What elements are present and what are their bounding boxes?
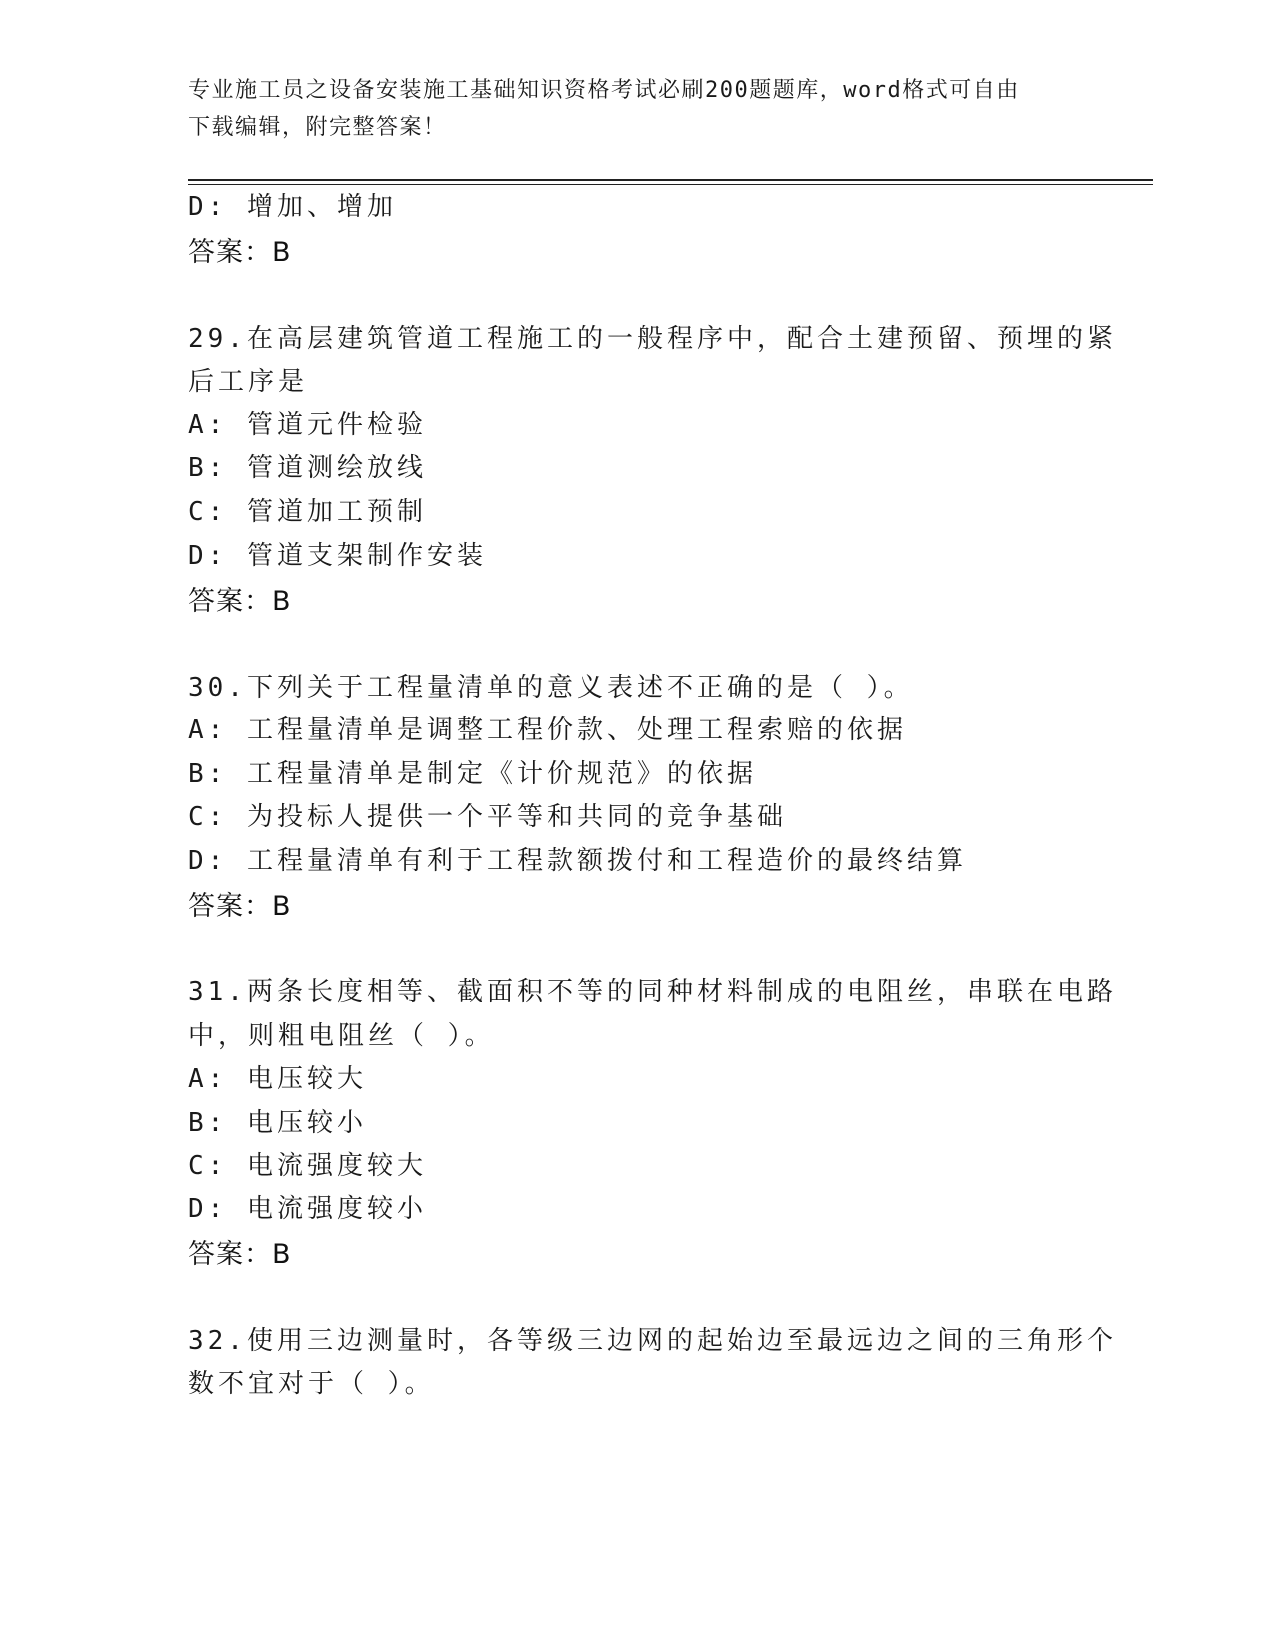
q31-answer: 答案：B (188, 1239, 292, 1270)
q28-answer: 答案：B (188, 237, 292, 268)
q29-option-c: C: 管道加工预制 (188, 497, 427, 527)
header-divider-thick (188, 179, 1153, 181)
header-divider-thin (188, 184, 1153, 185)
q30-option-d: D: 工程量清单有利于工程款额拨付和工程造价的最终结算 (188, 846, 967, 876)
q31-stem-line-2: 中，则粗电阻丝（ ）。 (188, 1021, 495, 1051)
q29-stem-line-1: 29.在高层建筑管道工程施工的一般程序中，配合土建预留、预埋的紧 (188, 324, 1117, 354)
q29-option-d: D: 管道支架制作安装 (188, 541, 487, 571)
q30-stem-line-1: 30.下列关于工程量清单的意义表述不正确的是（ ）。 (188, 673, 914, 703)
q29-answer: 答案：B (188, 586, 292, 617)
page-header (188, 72, 1088, 146)
q32-stem-line-1: 32.使用三边测量时，各等级三边网的起始边至最远边之间的三角形个 (188, 1326, 1117, 1356)
q32-stem-line-2: 数不宜对于（ ）。 (188, 1369, 435, 1399)
q31-option-b: B: 电压较小 (188, 1108, 367, 1138)
q30-option-b: B: 工程量清单是制定《计价规范》的依据 (188, 759, 757, 789)
q30-option-a: A: 工程量清单是调整工程价款、处理工程索赔的依据 (188, 715, 907, 745)
header-line-1: 专业施工员之设备安装施工基础知识资格考试必刷200题题库，word格式可自由 (188, 78, 1020, 103)
q31-stem-line-1: 31.两条长度相等、截面积不等的同种材料制成的电阻丝，串联在电路 (188, 977, 1117, 1007)
q29-stem-line-2: 后工序是 (188, 367, 309, 397)
q30-answer: 答案：B (188, 891, 292, 922)
q31-option-a: A: 电压较大 (188, 1064, 367, 1094)
q29-option-b: B: 管道测绘放线 (188, 453, 427, 483)
q30-option-c: C: 为投标人提供一个平等和共同的竞争基础 (188, 802, 787, 832)
q31-option-d: D: 电流强度较小 (188, 1194, 427, 1224)
header-line-2: 下载编辑，附完整答案！ (188, 115, 447, 140)
q31-option-c: C: 电流强度较大 (188, 1151, 427, 1181)
q29-option-a: A: 管道元件检验 (188, 410, 427, 440)
q28-option-d: D: 增加、增加 (188, 192, 397, 222)
